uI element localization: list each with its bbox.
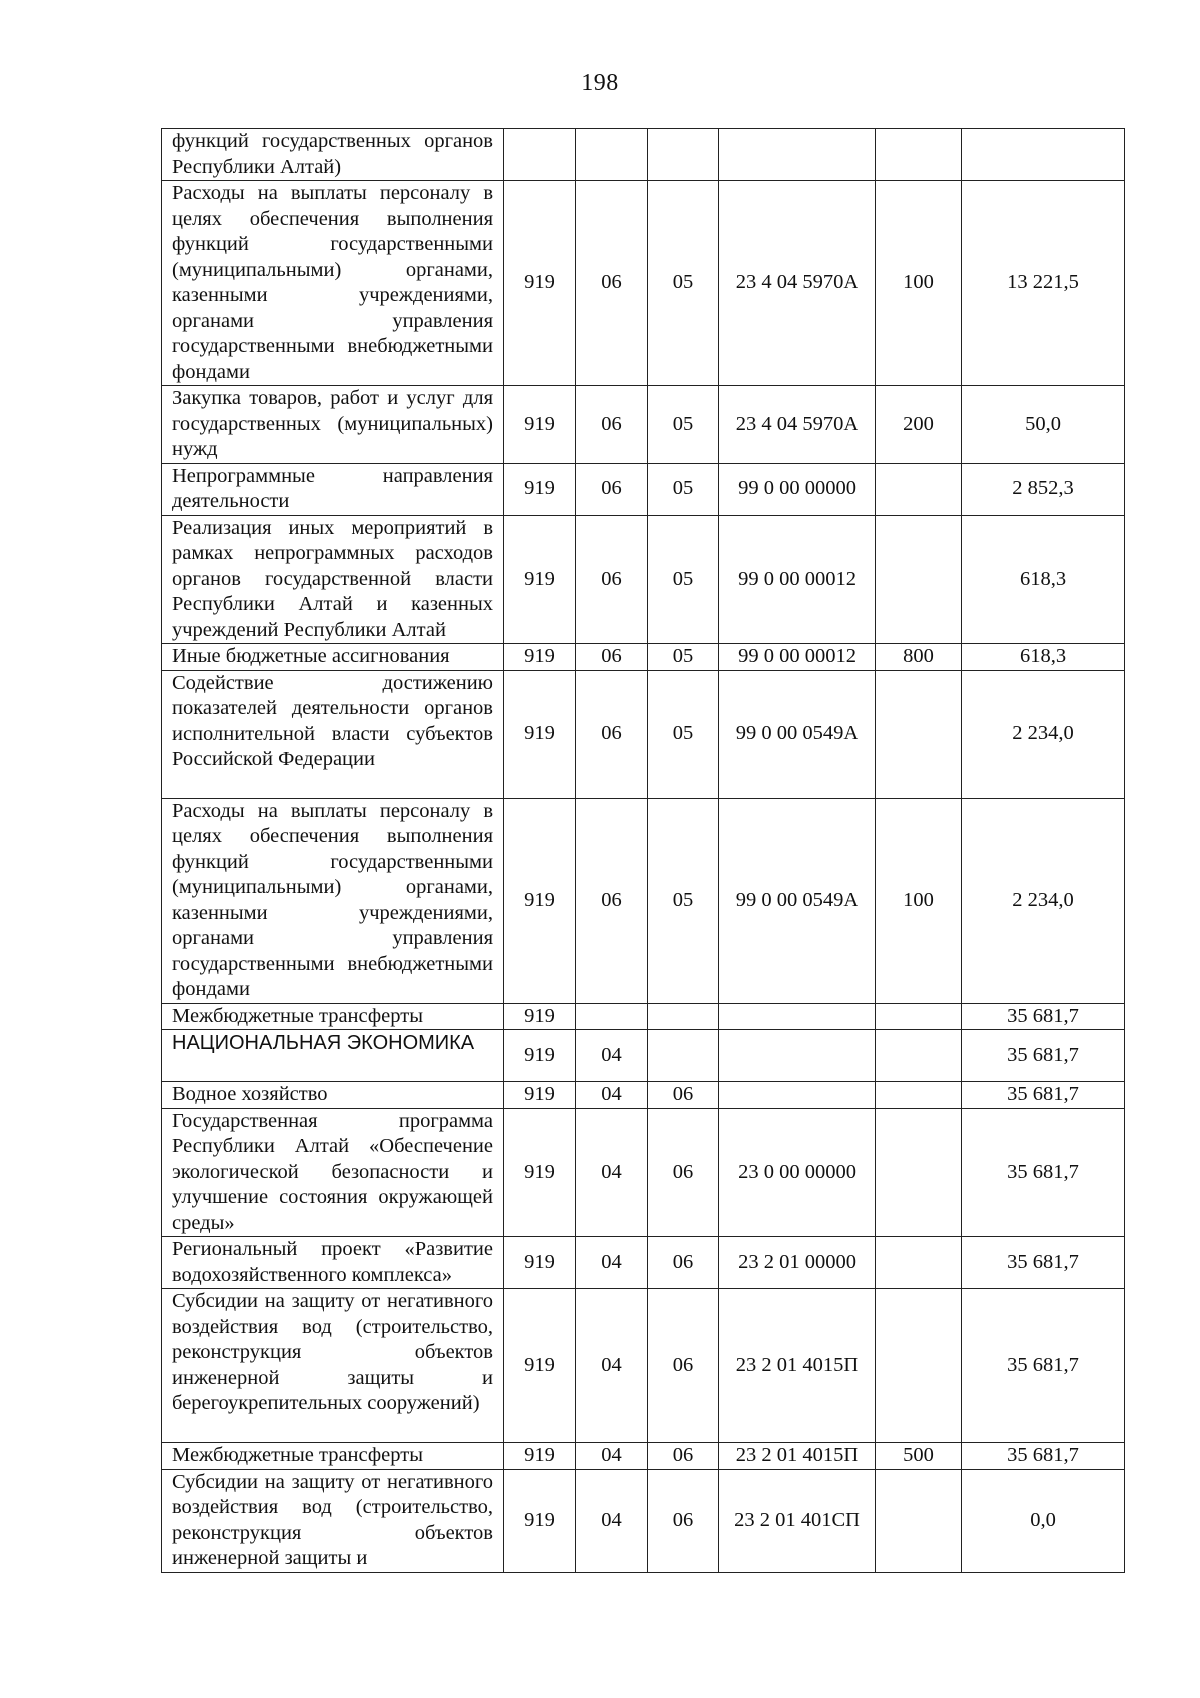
cell-gr: 919: [504, 1237, 576, 1289]
cell-pr: 06: [648, 1237, 719, 1289]
cell-csr: 99 0 00 00012: [719, 515, 876, 644]
cell-gr: 919: [504, 515, 576, 644]
cell-csr: 99 0 00 00012: [719, 644, 876, 671]
row-description: Межбюджетные трансферты: [162, 1003, 504, 1030]
row-description: Расходы на выплаты персоналу в целях обеспечения выполнения функций государственными (муниципальными) органами, казенными учреждениями, органами управления государственными внебюджетными фондами: [162, 798, 504, 1003]
row-description: Реализация иных мероприятий в рамках непрограммных расходов органов государственной власти Республики Алтай и казенных учреждений Республики Алтай: [162, 515, 504, 644]
cell-vr: [876, 1030, 962, 1082]
row-description: Иные бюджетные ассигнования: [162, 644, 504, 671]
cell-amount: 35 681,7: [962, 1030, 1125, 1082]
row-description: Непрограммные направления деятельности: [162, 463, 504, 515]
cell-vr: [876, 1082, 962, 1109]
cell-gr: 919: [504, 1443, 576, 1470]
cell-gr: 919: [504, 670, 576, 798]
table-row: [162, 129, 1125, 181]
cell-csr: [719, 1082, 876, 1109]
cell-csr: 23 2 01 00000: [719, 1237, 876, 1289]
table-row: [162, 181, 1125, 386]
cell-vr: [876, 1003, 962, 1030]
cell-amount: 35 681,7: [962, 1082, 1125, 1109]
cell-amount: [962, 129, 1125, 181]
cell-vr: [876, 463, 962, 515]
cell-pr: [648, 1030, 719, 1082]
table-row: [162, 1108, 1125, 1237]
cell-pr: 06: [648, 1443, 719, 1470]
cell-vr: [876, 515, 962, 644]
cell-rz: 04: [576, 1030, 648, 1082]
cell-rz: [576, 129, 648, 181]
table-row: [162, 1469, 1125, 1572]
cell-vr: [876, 1469, 962, 1572]
cell-rz: 04: [576, 1443, 648, 1470]
cell-csr: 99 0 00 00000: [719, 463, 876, 515]
cell-csr: 23 4 04 5970А: [719, 386, 876, 464]
cell-amount: 35 681,7: [962, 1003, 1125, 1030]
cell-rz: 06: [576, 181, 648, 386]
row-description: Субсидии на защиту от негативного воздействия вод (строительство, реконструкция объектов инженерной защиты и берегоукрепительных сооружений): [162, 1289, 504, 1443]
cell-csr: 99 0 00 0549А: [719, 798, 876, 1003]
cell-amount: 0,0: [962, 1469, 1125, 1572]
table-row: [162, 1030, 1125, 1082]
cell-csr: 23 2 01 401СП: [719, 1469, 876, 1572]
cell-csr: [719, 1003, 876, 1030]
cell-gr: 919: [504, 1108, 576, 1237]
cell-amount: 618,3: [962, 515, 1125, 644]
row-description: функций государственных органов Республики Алтай): [162, 129, 504, 181]
cell-pr: 05: [648, 386, 719, 464]
cell-rz: 04: [576, 1108, 648, 1237]
cell-rz: 04: [576, 1237, 648, 1289]
row-description: Межбюджетные трансферты: [162, 1443, 504, 1470]
cell-csr: 23 2 01 4015П: [719, 1443, 876, 1470]
table-row: [162, 1082, 1125, 1109]
cell-pr: 06: [648, 1108, 719, 1237]
cell-gr: 919: [504, 644, 576, 671]
table-row: [162, 1289, 1125, 1443]
cell-amount: 35 681,7: [962, 1289, 1125, 1443]
cell-amount: 2 852,3: [962, 463, 1125, 515]
cell-rz: [576, 1003, 648, 1030]
cell-vr: [876, 1237, 962, 1289]
row-description: Содействие достижению показателей деятельности органов исполнительной власти субъектов Российской Федерации: [162, 670, 504, 798]
cell-amount: 618,3: [962, 644, 1125, 671]
cell-pr: 05: [648, 181, 719, 386]
cell-vr: 500: [876, 1443, 962, 1470]
cell-amount: 35 681,7: [962, 1237, 1125, 1289]
cell-vr: 100: [876, 181, 962, 386]
cell-rz: 04: [576, 1082, 648, 1109]
row-description: Государственная программа Республики Алтай «Обеспечение экологической безопасности и улучшение состояния окружающей среды»: [162, 1108, 504, 1237]
cell-pr: [648, 129, 719, 181]
cell-rz: 06: [576, 644, 648, 671]
cell-pr: 05: [648, 798, 719, 1003]
cell-vr: [876, 1108, 962, 1237]
cell-gr: 919: [504, 1082, 576, 1109]
row-description: НАЦИОНАЛЬНАЯ ЭКОНОМИКА: [162, 1030, 504, 1082]
cell-gr: 919: [504, 1003, 576, 1030]
cell-gr: 919: [504, 181, 576, 386]
cell-pr: 06: [648, 1469, 719, 1572]
row-description: Региональный проект «Развитие водохозяйственного комплекса»: [162, 1237, 504, 1289]
cell-vr: [876, 129, 962, 181]
table-row: [162, 1003, 1125, 1030]
cell-vr: 200: [876, 386, 962, 464]
cell-csr: 23 0 00 00000: [719, 1108, 876, 1237]
table-row: [162, 386, 1125, 464]
cell-pr: [648, 1003, 719, 1030]
table-row: [162, 1443, 1125, 1470]
cell-pr: 05: [648, 463, 719, 515]
cell-gr: 919: [504, 798, 576, 1003]
table-row: [162, 798, 1125, 1003]
budget-table: [161, 128, 1125, 1573]
cell-pr: 05: [648, 670, 719, 798]
cell-rz: 04: [576, 1469, 648, 1572]
table-row: [162, 463, 1125, 515]
cell-gr: 919: [504, 1289, 576, 1443]
page-number: 198: [581, 70, 619, 96]
cell-rz: 06: [576, 798, 648, 1003]
row-description: Расходы на выплаты персоналу в целях обеспечения выполнения функций государственными (муниципальными) органами, казенными учреждениями, органами управления государственными внебюджетными фондами: [162, 181, 504, 386]
cell-gr: 919: [504, 463, 576, 515]
cell-csr: [719, 1030, 876, 1082]
cell-rz: 04: [576, 1289, 648, 1443]
cell-amount: 13 221,5: [962, 181, 1125, 386]
cell-pr: 06: [648, 1289, 719, 1443]
cell-gr: 919: [504, 1030, 576, 1082]
cell-amount: 50,0: [962, 386, 1125, 464]
table-row: [162, 670, 1125, 798]
row-description: Субсидии на защиту от негативного воздействия вод (строительство, реконструкция объектов инженерной защиты и: [162, 1469, 504, 1572]
cell-pr: 05: [648, 515, 719, 644]
cell-rz: 06: [576, 670, 648, 798]
cell-csr: 23 2 01 4015П: [719, 1289, 876, 1443]
cell-rz: 06: [576, 515, 648, 644]
cell-amount: 35 681,7: [962, 1108, 1125, 1237]
cell-gr: 919: [504, 386, 576, 464]
cell-amount: 2 234,0: [962, 670, 1125, 798]
cell-rz: 06: [576, 463, 648, 515]
cell-csr: [719, 129, 876, 181]
cell-pr: 06: [648, 1082, 719, 1109]
cell-vr: 100: [876, 798, 962, 1003]
row-description: Закупка товаров, работ и услуг для государственных (муниципальных) нужд: [162, 386, 504, 464]
row-description: Водное хозяйство: [162, 1082, 504, 1109]
cell-csr: 23 4 04 5970А: [719, 181, 876, 386]
cell-pr: 05: [648, 644, 719, 671]
cell-vr: [876, 1289, 962, 1443]
table-row: [162, 515, 1125, 644]
cell-amount: 2 234,0: [962, 798, 1125, 1003]
cell-rz: 06: [576, 386, 648, 464]
cell-csr: 99 0 00 0549А: [719, 670, 876, 798]
cell-vr: [876, 670, 962, 798]
table-row: [162, 644, 1125, 671]
cell-amount: 35 681,7: [962, 1443, 1125, 1470]
cell-vr: 800: [876, 644, 962, 671]
cell-gr: [504, 129, 576, 181]
cell-gr: 919: [504, 1469, 576, 1572]
table-row: [162, 1237, 1125, 1289]
